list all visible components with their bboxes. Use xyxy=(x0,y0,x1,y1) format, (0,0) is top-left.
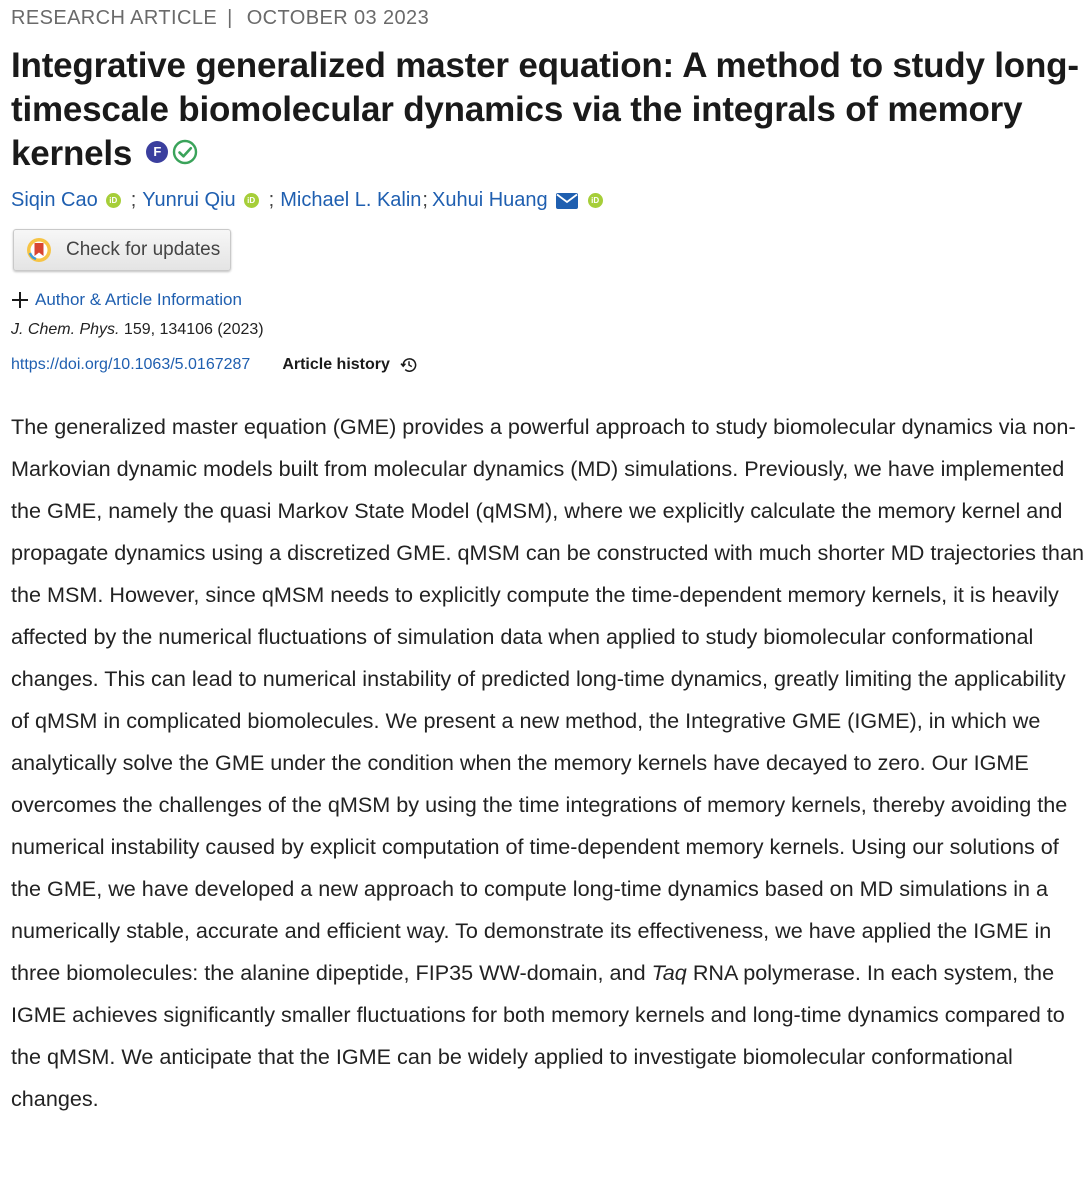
title-badges xyxy=(146,139,198,165)
abstract xyxy=(11,406,1086,1120)
verified-check-icon[interactable] xyxy=(172,139,198,165)
orcid-label: iD xyxy=(591,195,600,205)
orcid-icon[interactable] xyxy=(106,193,121,208)
article-title-text: Integrative generalized master equation: A method to study long-timescale biomolecular dynamics via the integrals of memory kernels xyxy=(11,46,1079,173)
author-link-yunrui-qiu[interactable]: Yunrui Qiu xyxy=(142,189,236,211)
citation-details: 159, 134106 (2023) xyxy=(119,321,264,338)
citation xyxy=(11,321,264,339)
doi-row xyxy=(11,356,418,374)
journal-name: J. Chem. Phys. xyxy=(11,321,120,338)
funding-badge-letter: F xyxy=(153,144,162,160)
author-article-info-toggle[interactable] xyxy=(11,290,242,310)
author-link-siqin-cao[interactable]: Siqin Cao xyxy=(11,189,98,211)
funding-badge-icon[interactable] xyxy=(146,141,168,163)
author-link-michael-l-kalin[interactable]: Michael L. Kalin xyxy=(280,189,422,211)
publication-date: OCTOBER 03 2023 xyxy=(246,7,430,29)
author-list xyxy=(11,189,613,212)
crossmark-icon xyxy=(26,237,52,263)
orcid-icon[interactable] xyxy=(588,193,603,208)
plus-icon xyxy=(11,291,29,309)
article-meta-line xyxy=(11,7,429,30)
author-link-xuhui-huang[interactable]: Xuhui Huang xyxy=(431,189,548,211)
article-history-label: Article history xyxy=(282,356,390,373)
orcid-label: iD xyxy=(109,195,118,205)
orcid-label: iD xyxy=(247,195,256,205)
doi-link[interactable]: https://doi.org/10.1063/5.0167287 xyxy=(11,356,251,373)
article-history-toggle[interactable] xyxy=(282,356,390,374)
abstract-text-part1: The generalized master equation (GME) provides a powerful approach to study biomolecular dynamics via non-Markovian dynamic models built from molecular dynamics (MD) simulations. Previously, we have implemented the GME, namely the quasi Markov State Model (qMSM), where we explicitly calculate the memory kernel and propagate dynamics using a discretized GME. qMSM can be constructed with much shorter MD trajectories than the MSM. However, since qMSM needs to explicitly compute the time-dependent memory kernels, it is heavily affected by the numerical fluctuations of simulation data when applied to study biomolecular conformational changes. This can lead to numerical instability of predicted long-time dynamics, greatly limiting the applicability of qMSM in complicated biomolecules. We present a new method, the Integrative GME (IGME), in which we analytically solve the GME under the condition when the memory kernels have decayed to zero. Our IGME overcomes the challenges of the qMSM by using the time integrations of memory kernels, thereby avoiding the numerical instability caused by explicit computation of time-dependent memory kernels. Using our solutions of the GME, we have developed a new approach to compute long-time dynamics based on MD simulations in a numerically stable, accurate and efficient way. To demonstrate its effectiveness, we have applied the IGME in three biomolecules: the alanine dipeptide, FIP35 WW-domain, and xyxy=(11,414,1084,985)
author-separator: ; xyxy=(130,189,137,211)
author-separator: ; xyxy=(268,189,275,211)
history-clock-icon[interactable] xyxy=(400,356,418,374)
check-for-updates-label: Check for updates xyxy=(66,239,221,260)
mail-icon[interactable] xyxy=(556,193,578,209)
article-type: RESEARCH ARTICLE xyxy=(11,7,218,29)
abstract-italic-organism: Taq xyxy=(651,960,687,985)
meta-separator: | xyxy=(227,7,233,29)
abstract-text-part2: RNA polymerase. In each system, the IGME achieves significantly smaller fluctuations for both memory kernels and long-time dynamics compared to the qMSM. We anticipate that the IGME can be widely applied to investigate biomolecular conformational changes. xyxy=(11,960,1065,1111)
author-separator: ; xyxy=(422,189,428,211)
check-for-updates-button[interactable] xyxy=(13,229,231,271)
orcid-icon[interactable] xyxy=(244,193,259,208)
author-article-info-label: Author & Article Information xyxy=(35,290,242,309)
article-title xyxy=(11,44,1086,176)
